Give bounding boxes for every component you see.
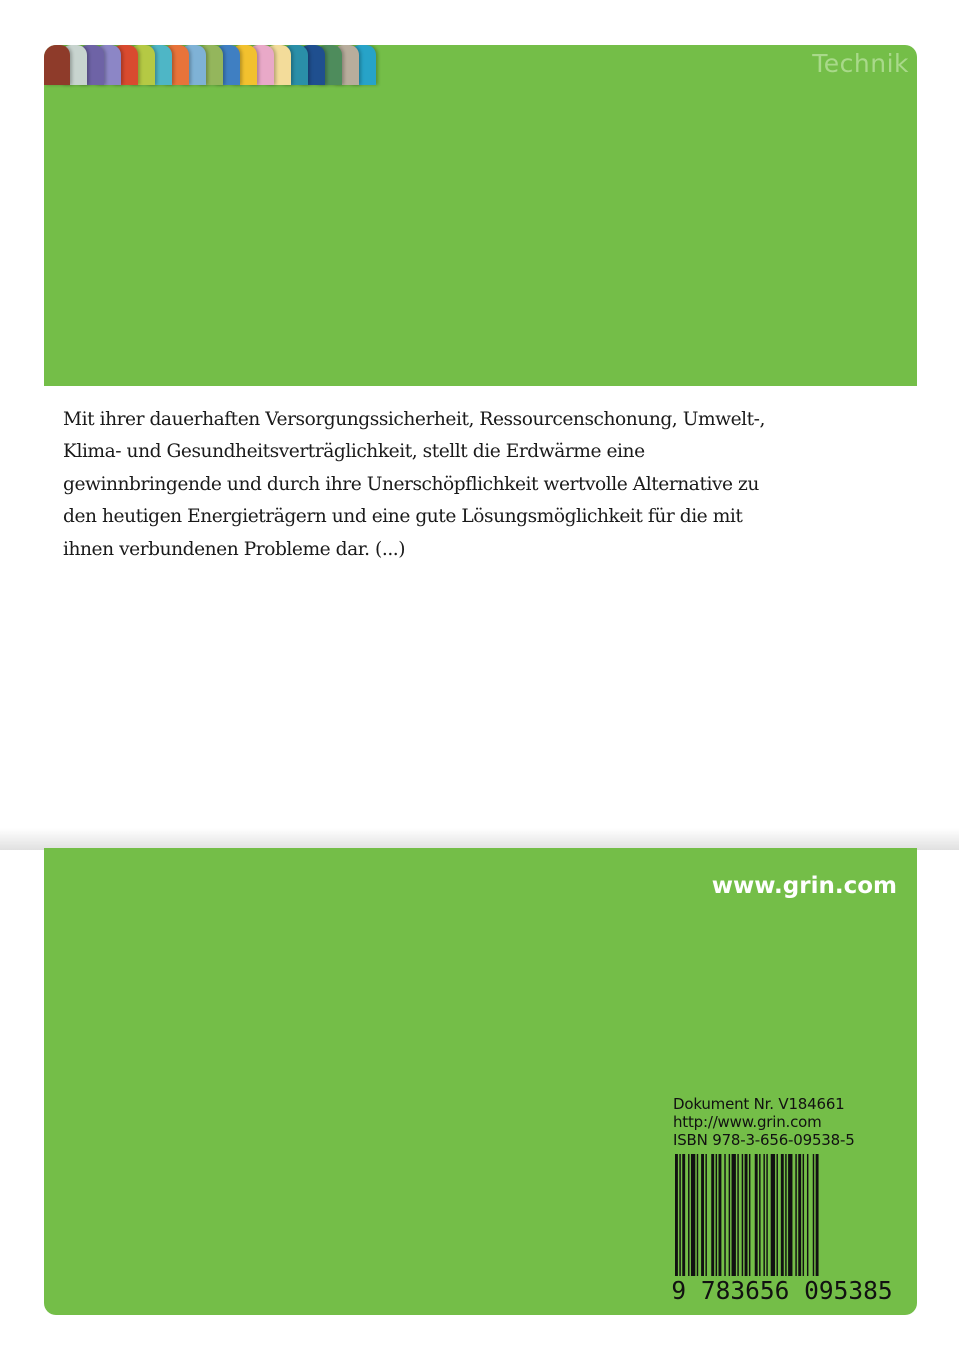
barcode-bar (675, 1154, 678, 1276)
barcode-bar (813, 1154, 814, 1276)
blurb-line: den heutigen Energieträgern und eine gute Lösungsmöglichkeit für die mit (63, 506, 743, 528)
barcode-bar (803, 1154, 804, 1276)
color-tab (44, 45, 70, 85)
barcode-bar (737, 1154, 738, 1276)
blurb-line: Mit ihrer dauerhaften Versorgungssicherheit, Ressourcenschonung, Umwelt-, (63, 409, 765, 430)
cover-top-panel (44, 45, 917, 386)
barcode-bar (759, 1154, 760, 1276)
category-label: Technik (812, 49, 909, 78)
barcode-bar (749, 1154, 750, 1276)
barcode-bar (755, 1154, 758, 1276)
barcode-bar (771, 1154, 775, 1276)
barcode-bar (781, 1154, 784, 1276)
cover-bottom-panel (44, 848, 917, 1315)
color-tabs (44, 45, 384, 85)
barcode-bar (716, 1154, 717, 1276)
barcode-bar (691, 1154, 695, 1276)
barcode-bar (766, 1154, 767, 1276)
barcode-bar (705, 1154, 706, 1276)
barcode-bar (745, 1154, 748, 1276)
publisher-url: http://www.grin.com (673, 1113, 822, 1131)
barcode-bar (719, 1154, 722, 1276)
blurb-line: gewinnbringende und durch ihre Unerschöpflichkeit wertvolle Alternative zu (63, 473, 759, 495)
document-number: Dokument Nr. V184661 (673, 1095, 845, 1113)
barcode-bar (679, 1154, 680, 1276)
barcode-bar (816, 1154, 819, 1276)
barcode-bar (729, 1154, 730, 1276)
barcode-bar (798, 1154, 801, 1276)
barcode-bar (701, 1154, 704, 1276)
description-blurb (63, 404, 823, 566)
barcode-bar (788, 1154, 792, 1276)
barcode-bar (688, 1154, 689, 1276)
isbn-barcode (671, 1152, 893, 1302)
barcode-bar (732, 1154, 736, 1276)
panel-shadow (0, 828, 959, 850)
barcode-digits: 9 783656 095385 (671, 1276, 893, 1302)
barcode-bar (807, 1154, 808, 1276)
blurb-line: ihnen verbundenen Probleme dar. (...) (63, 538, 406, 560)
publisher-website[interactable]: www.grin.com (711, 873, 897, 899)
barcode-bar (777, 1154, 778, 1276)
barcode-bar (724, 1154, 725, 1276)
barcode-bar (742, 1154, 743, 1276)
barcode-bar (682, 1154, 685, 1276)
barcode-bar (795, 1154, 796, 1276)
blurb-line: Klima- und Gesundheitsverträglichkeit, stellt die Erdwärme eine (63, 441, 645, 463)
publication-info (673, 1095, 855, 1149)
barcode-bar (785, 1154, 786, 1276)
isbn-number: ISBN 978-3-656-09538-5 (673, 1131, 855, 1149)
barcode-bar (763, 1154, 764, 1276)
barcode-bar (697, 1154, 698, 1276)
barcode-bar (711, 1154, 714, 1276)
